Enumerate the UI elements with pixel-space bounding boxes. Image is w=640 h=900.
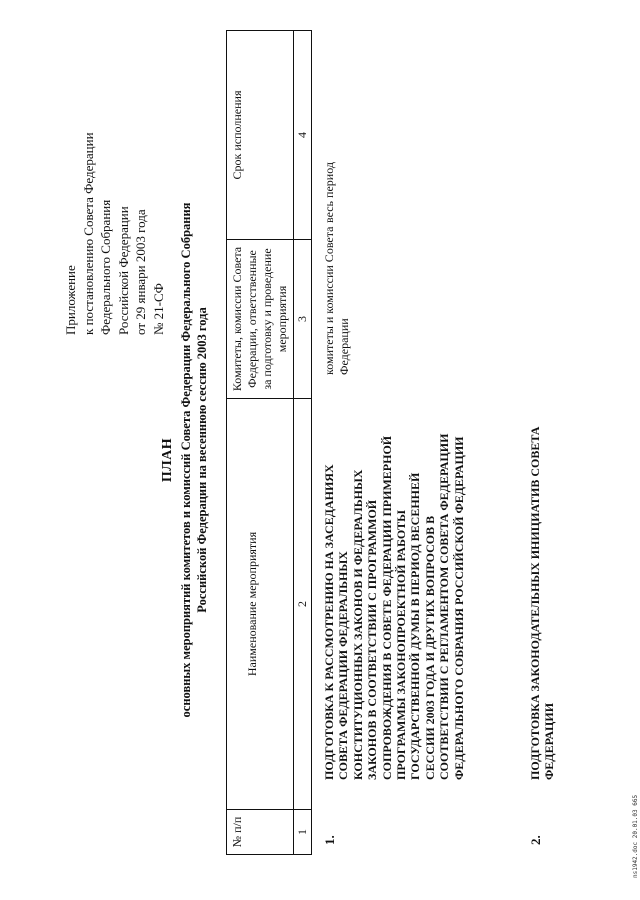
appendix-line: к постановлению Совета Федерации [80, 132, 96, 335]
document-title [158, 80, 210, 840]
column-number: 4 [294, 31, 312, 240]
row-number: 1. [322, 835, 337, 845]
header-term: Срок исполнения [227, 31, 294, 240]
row-number: 2. [528, 835, 543, 845]
row-event-name: ПОДГОТОВКА К РАССМОТРЕНИЮ НА ЗАСЕДАНИЯХ СОВЕТА ФЕДЕРАЦИИ ФЕДЕРАЛЬНЫХ КОНСТИТУЦИОННЫХ ЗАКОНОВ И ФЕДЕРАЛЬНЫХ ЗАКОНОВ В СООТВЕТСТВИИ С ПРОГРАММОЙ СОПРОВОЖДЕНИЯ В СОВЕТЕ ФЕДЕРАЦИИ ПРИМЕРНОЙ ПРОГРАММЫ ЗАКОНОПРОЕКТНОЙ РАБОТЫ ГОСУДАРСТВЕННОЙ ДУМЫ В ПЕРИОД ВЕСЕННЕЙ СЕССИИ 2003 ГОДА И ДРУГИХ ВОПРОСОВ В СООТВЕТСТВИИ С РЕГЛАМЕНТОМ СОВЕТА ФЕДЕРАЦИИ ФЕДЕРАЛЬНОГО СОБРАНИЯ РОССИЙСКОЙ ФЕДЕРАЦИИ [322, 433, 466, 780]
row-responsible: комитеты и комиссии Совета Федерации [322, 226, 351, 375]
column-number-row [294, 31, 312, 855]
header-event-name: Наименование мероприятия [227, 399, 294, 810]
appendix-line: Федерального Собрания [98, 199, 113, 335]
file-reference-mark: ns1942.doc 20.01.03 665 [632, 794, 639, 878]
header-responsible: Комитеты, комиссии Совета Федерации, ответственные за подготовку и проведение мероприятия [227, 240, 294, 399]
appendix-line: Российской Федерации [115, 206, 131, 335]
appendix-line: № 21-СФ [150, 283, 166, 335]
title-line-2: Российской Федерации на весеннюю сессию 2003 года [195, 307, 209, 613]
appendix-line: Приложение [63, 265, 78, 335]
column-number: 1 [294, 810, 312, 855]
row-event-name: ПОДГОТОВКА ЗАКОНОДАТЕЛЬНЫХ ИНИЦИАТИВ СОВЕТА ФЕДЕРАЦИИ [528, 426, 557, 780]
header-number: № п/п [227, 810, 294, 855]
plan-table [226, 30, 312, 855]
appendix-line: от 29 январи 2003 года [133, 209, 148, 335]
header-row [227, 31, 294, 855]
title-main: ПЛАН [160, 437, 175, 483]
title-line-1: основных мероприятий комитетов и комиссий Совета Федерации Федерального Собрания [179, 202, 193, 718]
row-term: весь период [322, 162, 336, 223]
column-number: 3 [294, 240, 312, 399]
column-number: 2 [294, 399, 312, 810]
appendix-block [62, 75, 167, 335]
